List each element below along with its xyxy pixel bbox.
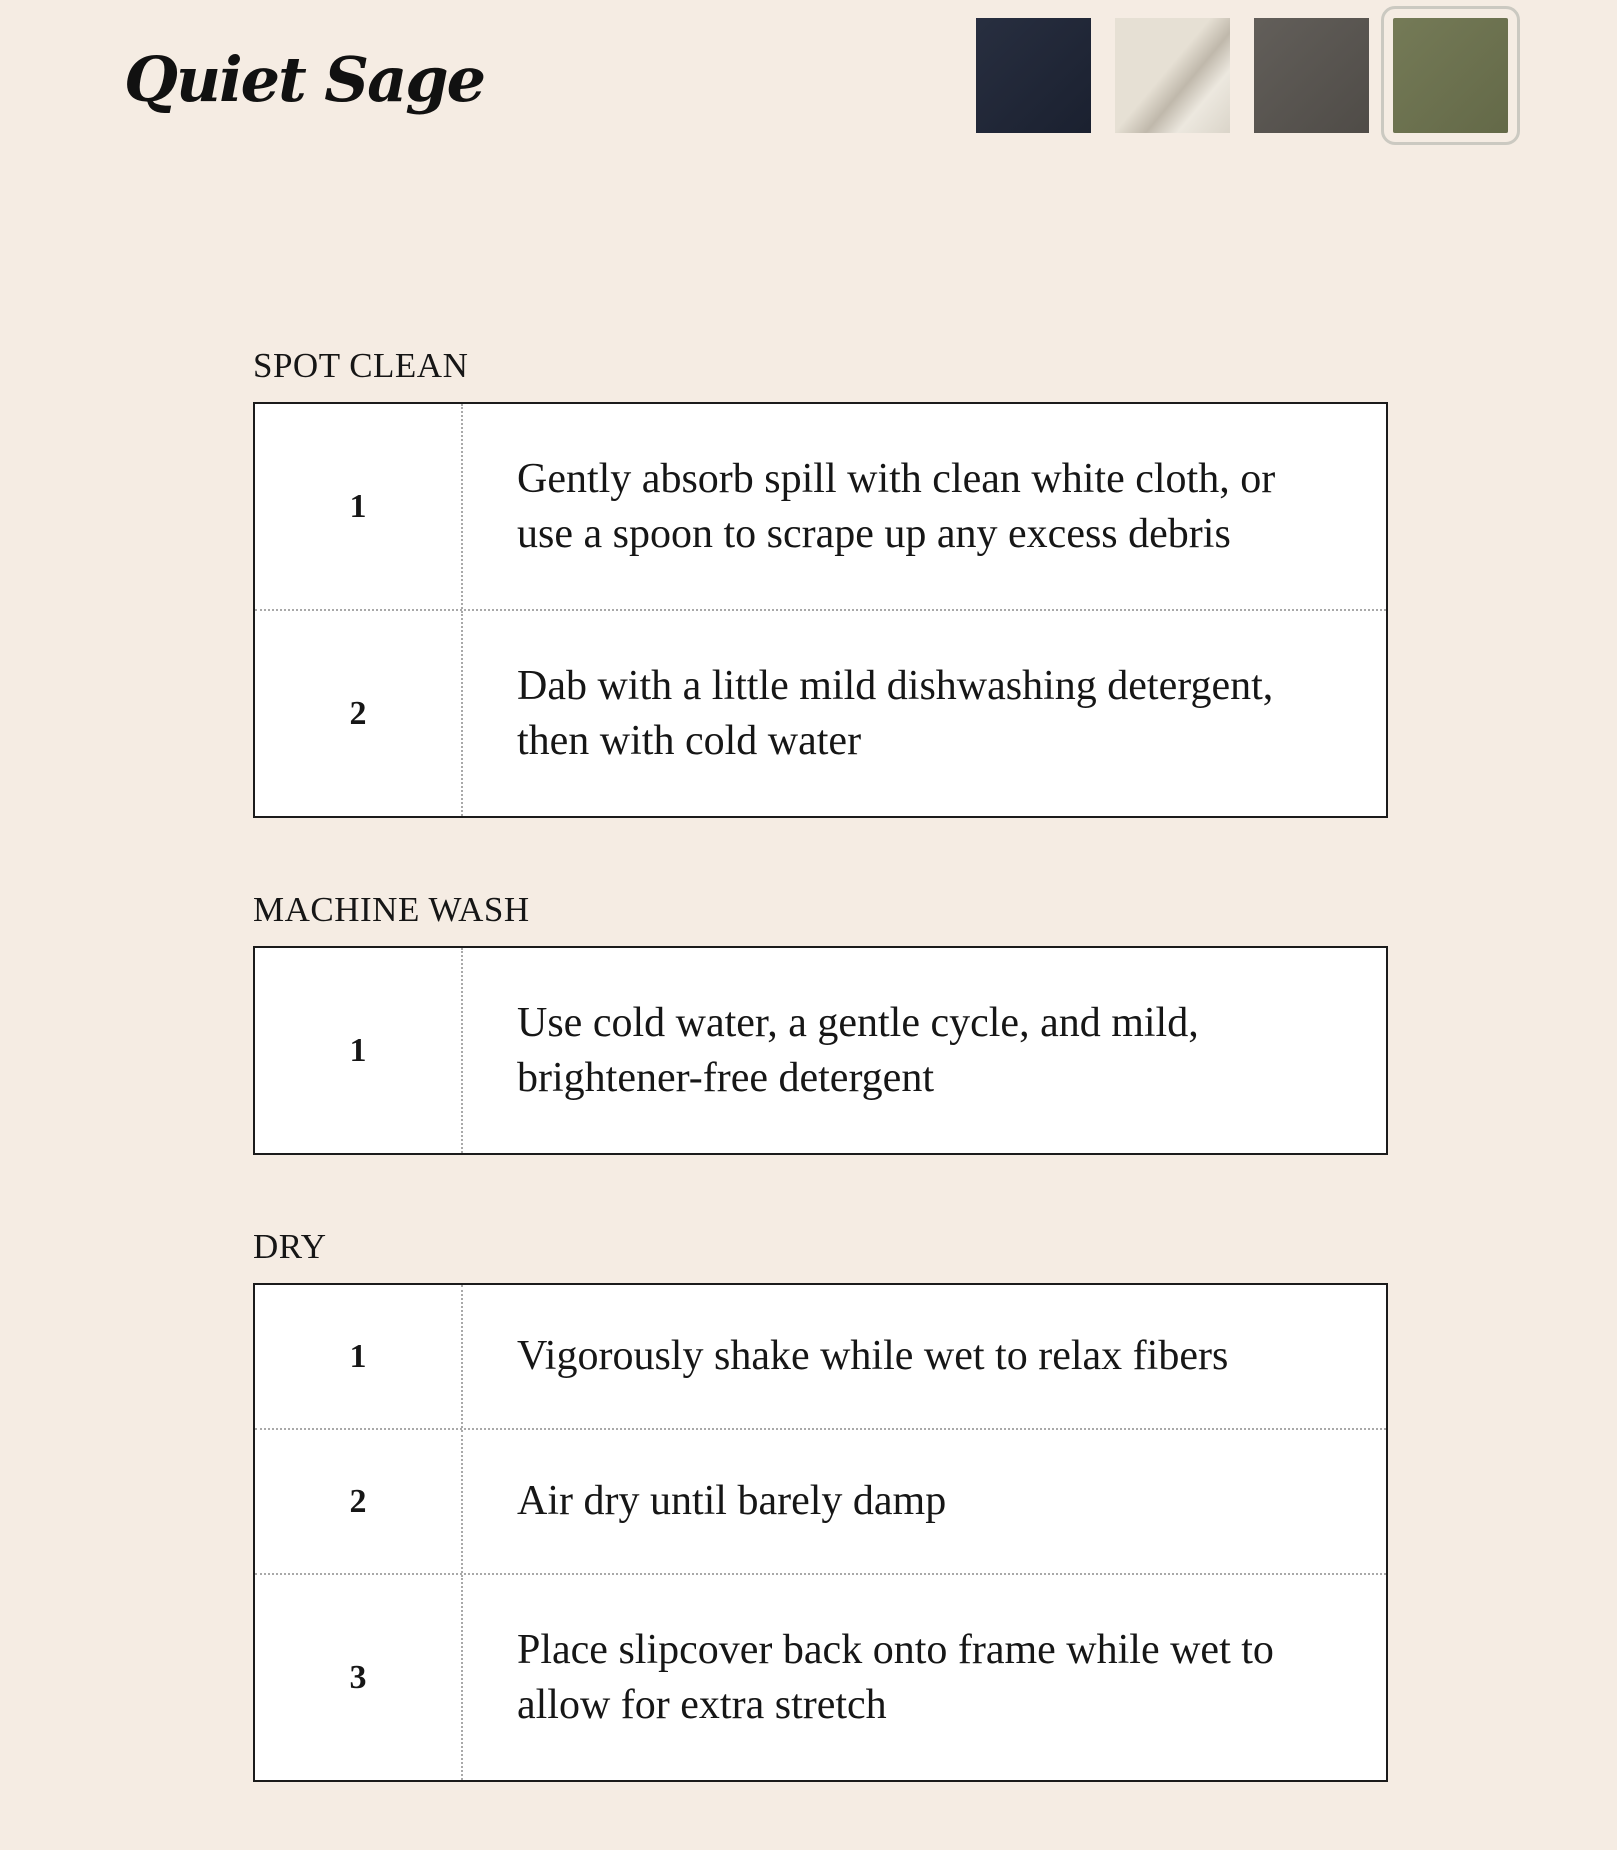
color-swatch-list <box>976 18 1508 133</box>
swatch-cream[interactable] <box>1115 18 1230 133</box>
care-instructions <box>253 338 1388 1846</box>
swatch-navy[interactable] <box>976 18 1091 133</box>
care-row <box>255 1573 1386 1780</box>
care-row <box>255 948 1386 1153</box>
section-title-spot-clean: SPOT CLEAN <box>253 346 469 385</box>
step-text: Use cold water, a gentle cycle, and mild, brightener-free detergent <box>517 999 1199 1101</box>
step-text: Dab with a little mild dishwashing detergent, then with cold water <box>517 662 1274 764</box>
care-table-dry <box>253 1283 1388 1782</box>
care-row <box>255 1428 1386 1573</box>
step-number: 3 <box>255 1575 463 1780</box>
care-row <box>255 609 1386 816</box>
step-number: 1 <box>255 1285 463 1428</box>
care-table-machine-wash <box>253 946 1388 1155</box>
step-number: 2 <box>255 1430 463 1573</box>
brand-logo[interactable]: Quiet Sage <box>124 43 485 116</box>
step-text: Place slipcover back onto frame while wet to allow for extra stretch <box>517 1626 1274 1728</box>
section-title-machine-wash: MACHINE WASH <box>253 890 530 929</box>
step-text: Air dry until barely damp <box>517 1478 947 1524</box>
section-title-dry: DRY <box>253 1227 327 1266</box>
step-number: 1 <box>255 948 463 1153</box>
step-number: 2 <box>255 611 463 816</box>
care-row <box>255 404 1386 609</box>
swatch-olive[interactable] <box>1393 18 1508 133</box>
care-table-spot-clean <box>253 402 1388 818</box>
step-text: Vigorously shake while wet to relax fibers <box>517 1333 1229 1379</box>
swatch-charcoal-brown[interactable] <box>1254 18 1369 133</box>
step-text: Gently absorb spill with clean white cloth, or use a spoon to scrape up any excess debris <box>517 455 1276 557</box>
care-row <box>255 1285 1386 1428</box>
step-number: 1 <box>255 404 463 609</box>
